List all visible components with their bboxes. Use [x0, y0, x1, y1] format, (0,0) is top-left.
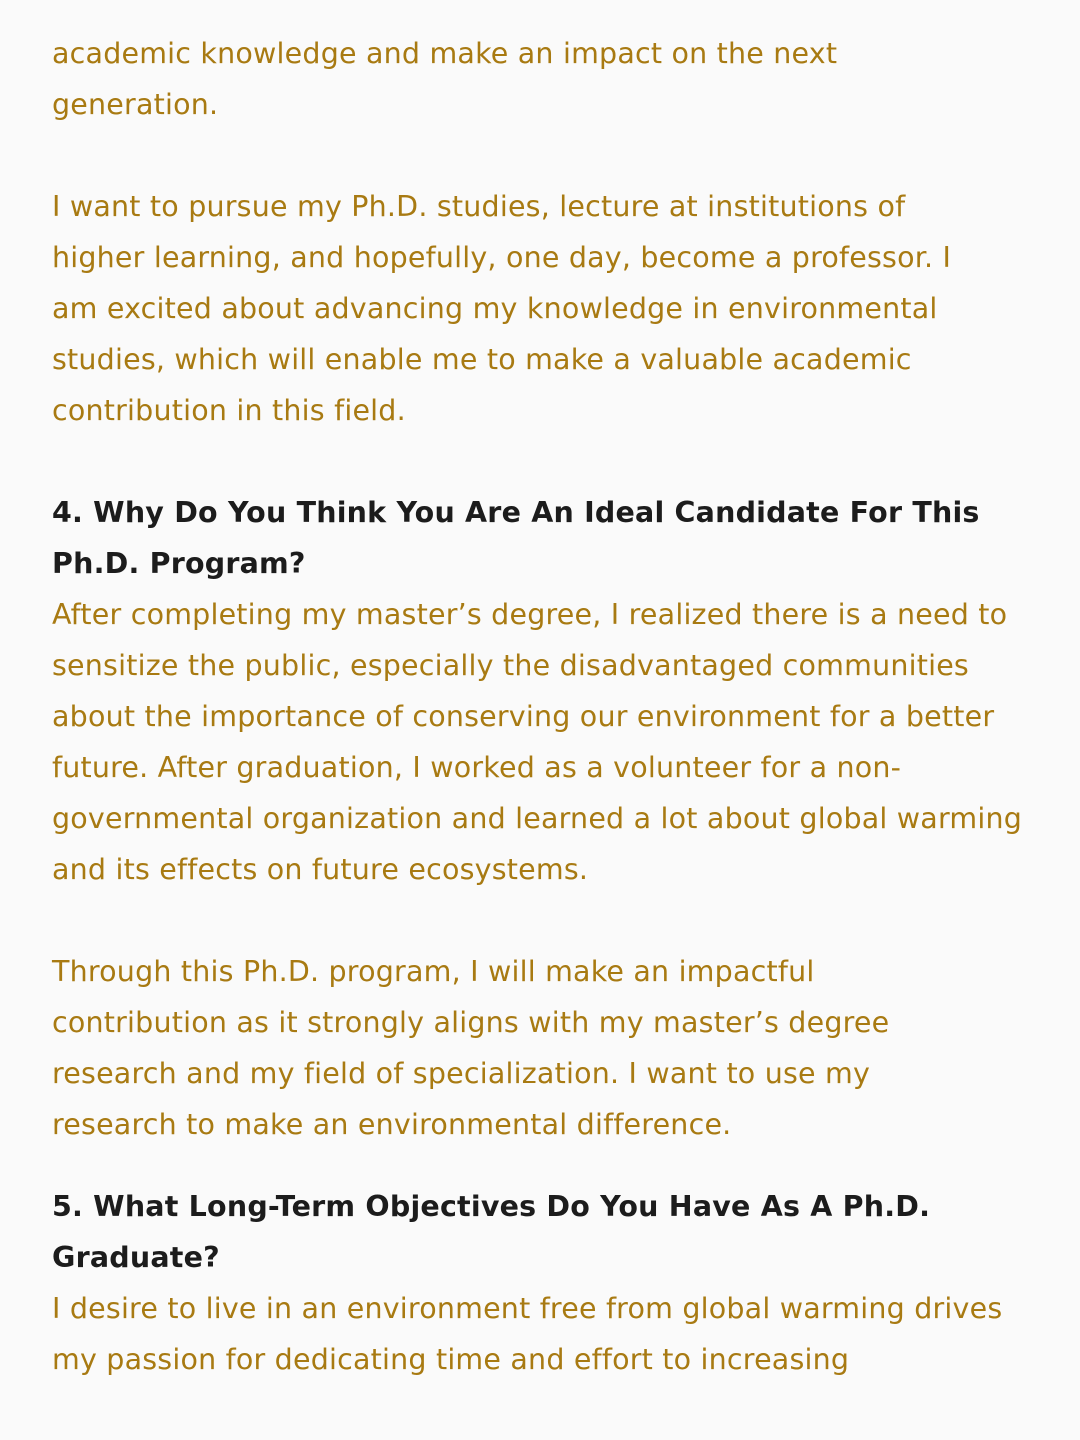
spacer [52, 1150, 1042, 1181]
paragraph-ideal-candidate: After completing my master’s degree, I realized there is a need to sensitize the public, especially the disadvantaged communities about the importance of conserving our environment for a better future. After graduation, I worked as a volunteer for a non-governmental organization and learned a lot about global warming and its effects on future ecosystems. [52, 598, 1023, 886]
article-content [52, 28, 1042, 1385]
paragraph-career-impact: academic knowledge and make an impact on the next generation. [52, 37, 838, 121]
paragraph-long-term-objectives: I desire to live in an environment free from global warming drives my passion for dedicating time and effort to increasing [52, 1292, 1003, 1376]
heading-question-4: 4. Why Do You Think You Are An Ideal Candidate For This Ph.D. Program? [52, 496, 980, 580]
paragraph-phd-goals: I want to pursue my Ph.D. studies, lecture at institutions of higher learning, and hopefully, one day, become a professor. I am excited about advancing my knowledge in environmental studies, which will enable me to make a valuable academic contribution in this field. [52, 190, 952, 427]
spacer [52, 895, 1042, 946]
heading-question-5: 5. What Long-Term Objectives Do You Have As A Ph.D. Graduate? [52, 1190, 931, 1274]
spacer [52, 130, 1042, 181]
paragraph-program-alignment: Through this Ph.D. program, I will make an impactful contribution as it strongly aligns with my master’s degree research and my field of specialization. I want to use my research to make an environmental difference. [52, 955, 890, 1141]
spacer [52, 436, 1042, 487]
